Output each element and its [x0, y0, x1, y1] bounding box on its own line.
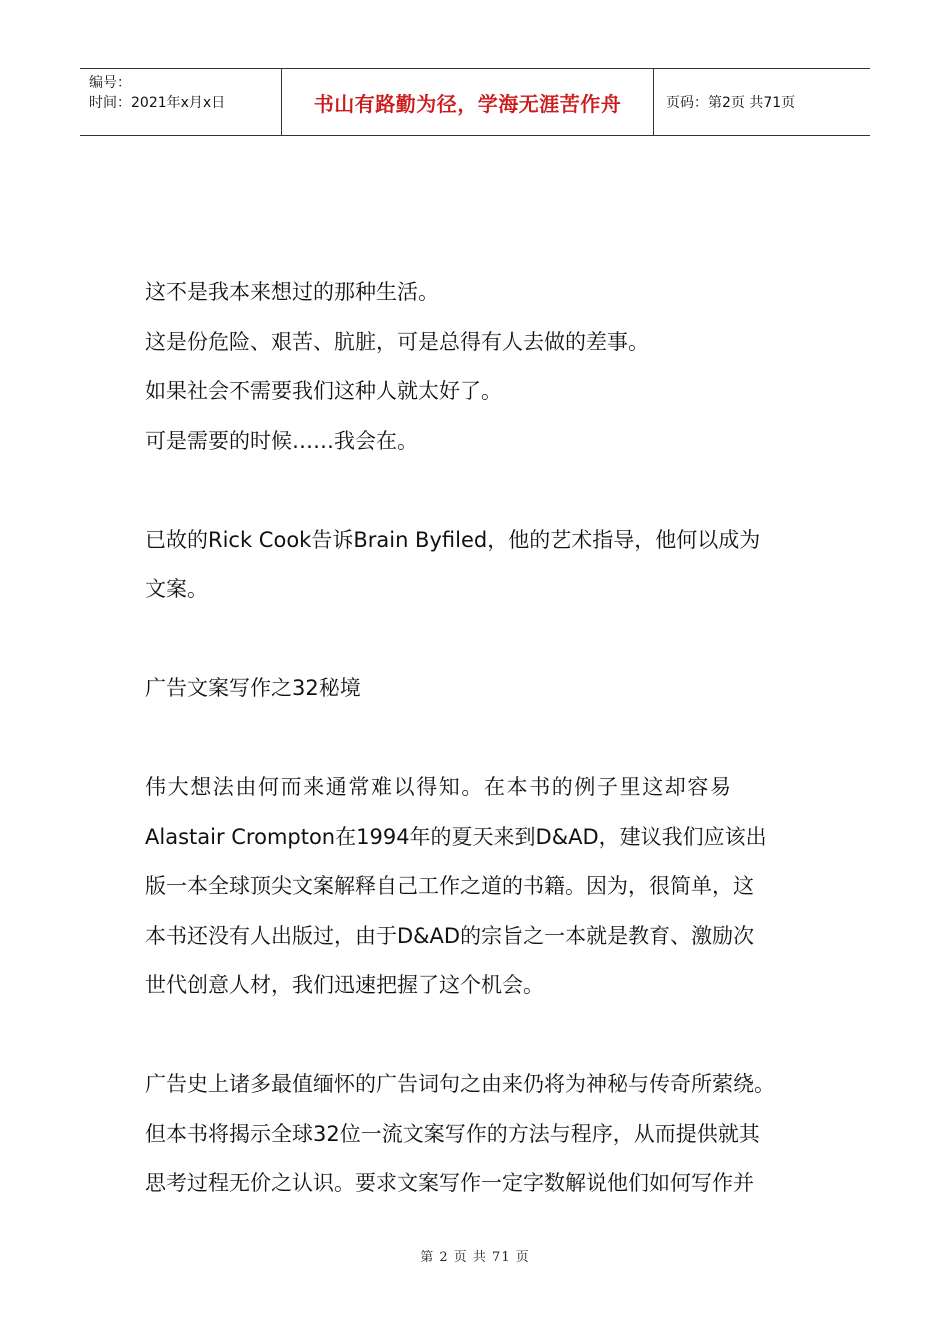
paragraph-line: Alastair Crompton在1994年的夏天来到D&AD，建议我们应该出: [145, 824, 767, 849]
paragraph-gap: [145, 714, 835, 764]
document-body: [145, 268, 835, 1209]
paragraph-gap: [145, 466, 835, 516]
date-label: 时间：2021年x月x日: [89, 95, 226, 111]
paragraph-line: 版一本全球顶尖文案解释自己工作之道的书籍。因为，很简单，这: [145, 874, 754, 898]
paragraph-line: 文案。: [145, 577, 208, 601]
paragraph-line: 思考过程无价之认识。要求文案写作一定字数解说他们如何写作并: [145, 1171, 754, 1195]
paragraph-line: 这是份危险、艰苦、肮脏，可是总得有人去做的差事。: [145, 329, 649, 354]
paragraph-line: 广告史上诸多最值缅怀的广告词句之由来仍将为神秘与传奇所萦绕。: [145, 1072, 775, 1096]
paragraph-gap: [145, 615, 835, 665]
section-title: 广告文案写作之32秘境: [145, 676, 361, 700]
paragraph-gap: [145, 1011, 835, 1061]
paragraph-line: 本书还没有人出版过，由于D&AD的宗旨之一本就是教育、激励次: [145, 923, 755, 948]
paragraph-line: 这不是我本来想过的那种生活。: [145, 280, 439, 304]
paragraph-line: 如果社会不需要我们这种人就太好了。: [145, 379, 502, 403]
paragraph-line: 可是需要的时候……我会在。: [145, 428, 418, 453]
paragraph-line: 但本书将揭示全球32位一流文案写作的方法与程序，从而提供就其: [145, 1121, 760, 1146]
paragraph-line: 世代创意人材，我们迅速把握了这个机会。: [145, 973, 544, 997]
header-meta: [80, 69, 282, 135]
page-header: [80, 68, 870, 136]
number-label: 编号：: [89, 75, 131, 91]
page-footer: 第 2 页 共 71 页: [420, 1250, 530, 1265]
paragraph-line: 伟大想法由何而来通常难以得知。在本书的例子里这却容易: [145, 775, 733, 799]
header-page-info: 页码：第2页 共71页: [666, 95, 796, 111]
paragraph-line: 已故的Rick Cook告诉Brain Byfiled，他的艺术指导，他何以成为: [145, 527, 761, 552]
header-motto: 书山有路勤为径，学海无涯苦作舟: [282, 69, 654, 135]
